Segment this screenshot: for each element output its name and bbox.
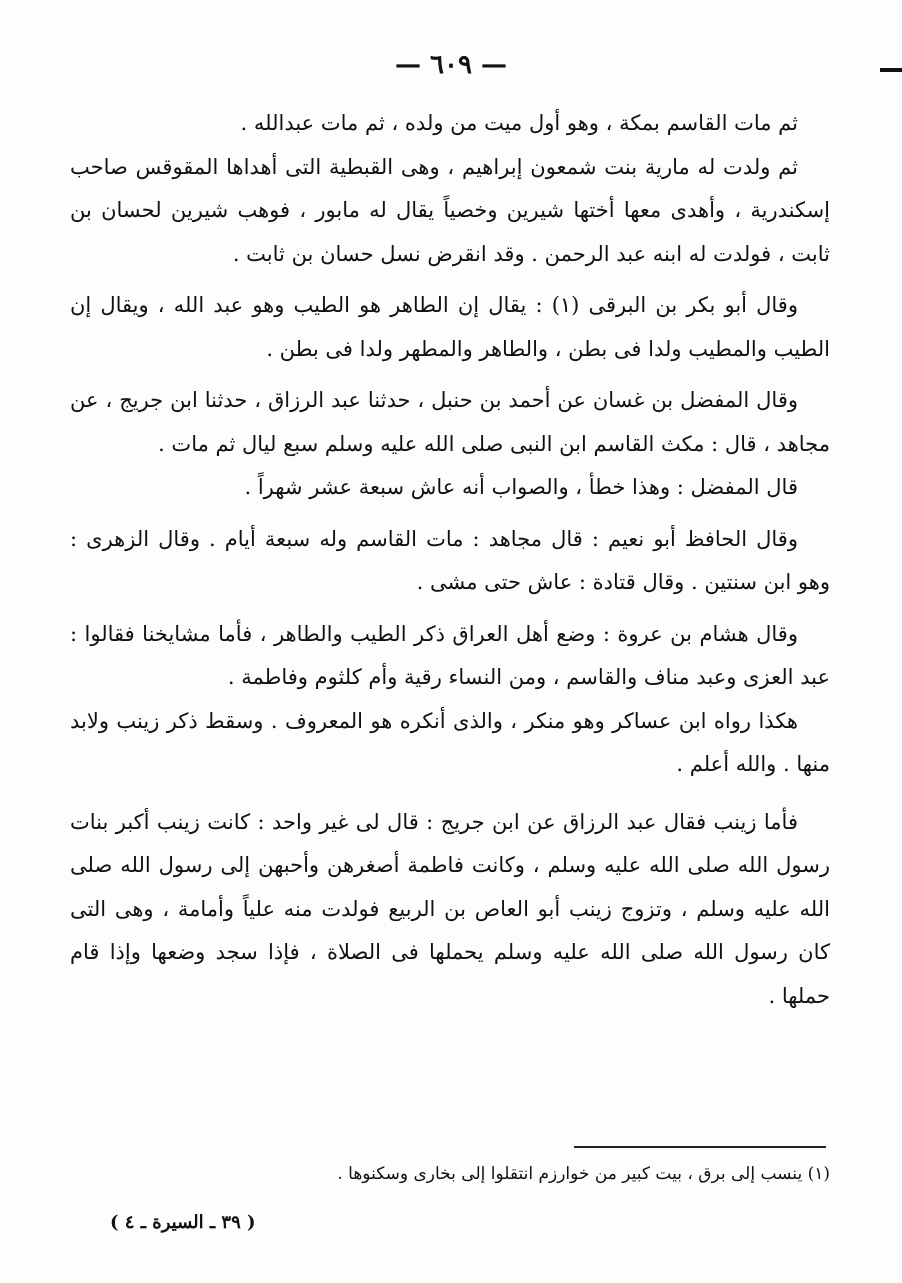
paragraph-2: ثم ولدت له مارية بنت شمعون إبراهيم ، وهى القبطية التى أهداها المقوقس صاحب إسكندرية ، وأهدى معها أختها شيرين وخصياً يقال له مابور ، فوهب شيرين لحسان بن ثابت ، فولدت له ابنه عبد الرحمن . وقد انقرض نسل حسان بن ثابت .: [70, 154, 830, 266]
paragraph-9: فأما زينب فقال عبد الرزاق عن ابن جريج : قال لى غير واحد : كانت زينب أكبر بنات رسول الله صلى الله عليه وسلم ، وكانت فاطمة أصغرهن وأحبهن إلى رسول الله صلى الله عليه وسلم ، وتزوج زينب أبو العاص بن الربيع فولدت منه علياً وأمامة ، وهى التى كان رسول الله صلى الله عليه وسلم يحملها فى الصلاة ، فإذا سجد وضعها وإذا قام حملها .: [70, 809, 830, 1008]
paragraph-6: وقال الحافظ أبو نعيم : قال مجاهد : مات القاسم وله سبعة أيام . وقال الزهرى : وهو ابن سنتين . وقال قتادة : عاش حتى مشى .: [70, 526, 830, 594]
page-number: — ٦٠٩ —: [394, 50, 508, 80]
paragraph-1: ثم مات القاسم بمكة ، وهو أول ميت من ولده ، ثم مات عبدالله .: [240, 111, 798, 135]
page-edge-mark: [880, 68, 902, 72]
paragraph-8: هكذا رواه ابن عساكر وهو منكر ، والذى أنكره هو المعروف . وسقط ذكر زينب ولابد منها . والله أعلم .: [70, 708, 830, 776]
paragraph-7: وقال هشام بن عروة : وضع أهل العراق ذكر الطيب والطاهر ، فأما مشايخنا فقالوا : عبد العزى وعبد مناف والقاسم ، ومن النساء رقية وأم كلثوم وفاطمة .: [70, 621, 830, 689]
body-text: [70, 102, 830, 1018]
footnote: (١) ينسب إلى برق ، بيت كبير من خوارزم انتقلوا إلى بخارى وسكنوها .: [337, 1164, 830, 1184]
paragraph-3: وقال أبو بكر بن البرقى (١) : يقال إن الطاهر هو الطيب وهو عبد الله ، ويقال إن الطيب والمطيب ولدا فى بطن ، والطاهر والمطهر ولدا فى بطن .: [70, 293, 830, 361]
signature-mark: ( ٣٩ ـ السيرة ـ ٤ ): [110, 1212, 256, 1233]
paragraph-5: قال المفضل : وهذا خطأ ، والصواب أنه عاش سبعة عشر شهراً .: [244, 475, 798, 499]
paragraph-4: وقال المفضل بن غسان عن أحمد بن حنبل ، حدثنا عبد الرزاق ، حدثنا ابن جريج ، عن مجاهد ، قال : مكث القاسم ابن النبى صلى الله عليه وسلم سبع ليال ثم مات .: [70, 388, 830, 456]
footnote-divider: [574, 1146, 826, 1148]
